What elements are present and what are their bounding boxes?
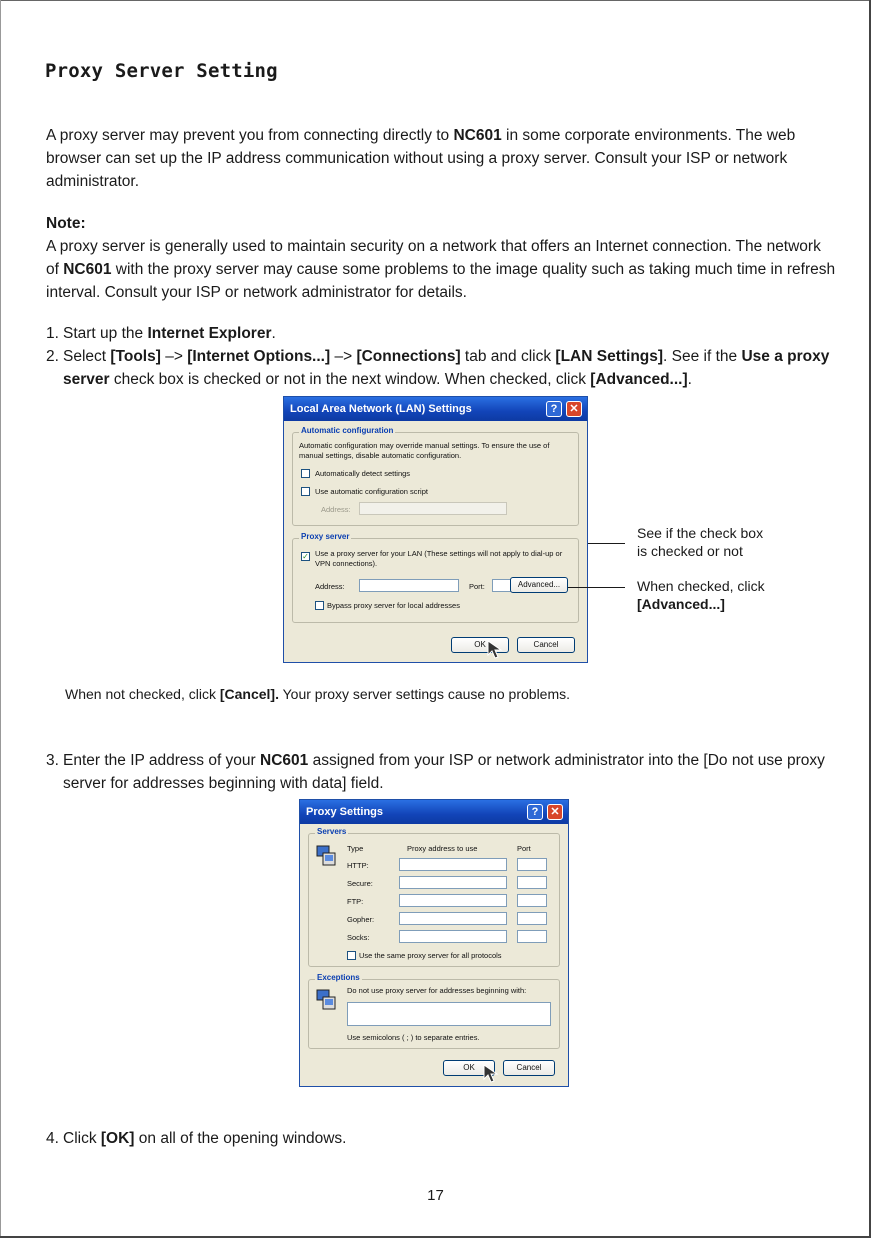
help-icon[interactable]: ? [527, 804, 543, 820]
mouse-cursor-icon [487, 640, 509, 662]
detect-settings-label: Automatically detect settings [315, 469, 411, 478]
same-proxy-checkbox[interactable] [347, 951, 356, 960]
type-column-header: Type [347, 844, 364, 853]
step-1: 1. Start up the Internet Explorer. [46, 325, 276, 342]
http-port-input[interactable] [517, 858, 547, 871]
mouse-cursor-icon [483, 1064, 505, 1086]
page-border-left [0, 0, 1, 1238]
bypass-local-checkbox[interactable] [315, 601, 324, 610]
secure-label: Secure: [347, 879, 373, 888]
proxy-address-input[interactable] [359, 579, 459, 592]
secure-address-input[interactable] [399, 876, 507, 889]
proxy-server-label: Proxy server [301, 532, 350, 541]
script-address-label: Address: [321, 505, 351, 514]
lan-dialog-title: Local Area Network (LAN) Settings [290, 403, 472, 415]
port-label: Port: [469, 582, 485, 591]
exceptions-label: Exceptions [317, 973, 360, 982]
page-title: Proxy Server Setting [45, 60, 278, 82]
http-label: HTTP: [347, 861, 369, 870]
semicolons-hint: Use semicolons ( ; ) to separate entries. [347, 1033, 480, 1042]
note-heading: Note: [46, 215, 86, 232]
close-icon[interactable]: ✕ [566, 401, 582, 417]
port-column-header: Port [517, 844, 531, 853]
proxy-dialog-titlebar [300, 800, 568, 824]
callout-checkbox [637, 524, 763, 560]
callout-advanced-line1: When checked, click [637, 578, 765, 594]
socks-label: Socks: [347, 933, 370, 942]
callout-line-advanced [568, 587, 625, 588]
port-input[interactable] [492, 579, 512, 592]
step-3: 3. Enter the IP address of your NC601 assigned from your ISP or network administrator into the [Do not use proxy server for addresses beginning with data] field. [46, 752, 825, 792]
servers-label: Servers [317, 827, 347, 836]
proxy-address-label: Address: [315, 582, 345, 591]
use-proxy-label: Use a proxy server for your LAN (These settings will not apply to dial-up or VPN connections). [315, 549, 563, 568]
use-proxy-checkbox[interactable]: ✓ [302, 552, 309, 561]
secure-port-input[interactable] [517, 876, 547, 889]
network-computer-icon [315, 844, 337, 868]
proxy-server-group [292, 532, 579, 623]
socks-port-input[interactable] [517, 930, 547, 943]
automatic-configuration-label: Automatic configuration [301, 426, 394, 435]
network-computer-icon [315, 988, 337, 1012]
page-number: 17 [427, 1187, 444, 1204]
automatic-configuration-group [292, 426, 579, 526]
gopher-port-input[interactable] [517, 912, 547, 925]
step-4: 4. Click [OK] on all of the opening windows. [46, 1130, 347, 1147]
callout-line-checkbox [588, 543, 625, 544]
socks-address-input[interactable] [399, 930, 507, 943]
callout-checkbox-line2: is checked or not [637, 543, 743, 559]
proxy-dialog-title: Proxy Settings [306, 806, 384, 818]
same-proxy-label: Use the same proxy server for all protocols [359, 951, 502, 960]
script-address-input[interactable] [359, 502, 507, 515]
automatic-configuration-description: Automatic configuration may override manual settings. To ensure the use of manual settings, disable automatic configuration. [299, 441, 550, 460]
servers-group [308, 827, 560, 967]
exceptions-group [308, 973, 560, 1049]
ftp-address-input[interactable] [399, 894, 507, 907]
http-address-input[interactable] [399, 858, 507, 871]
ok-button[interactable]: OK [443, 1060, 495, 1076]
step-2: 2. Select [Tools] –> [Internet Options...] –> [Connections] tab and click [LAN Settings]. See if the Use a proxy server check box is checked or not in the next window. When checked, click [Advanced...]. [46, 348, 830, 388]
auto-config-script-checkbox[interactable] [301, 487, 310, 496]
not-checked-note: When not checked, click [Cancel]. Your proxy server settings cause no problems. [65, 686, 571, 702]
callout-advanced [637, 577, 765, 613]
auto-config-script-label: Use automatic configuration script [315, 487, 428, 496]
bypass-local-label: Bypass proxy server for local addresses [327, 601, 460, 610]
ok-button[interactable]: OK [451, 637, 509, 653]
intro-paragraph: A proxy server may prevent you from connecting directly to NC601 in some corporate environments. The web browser can set up the IP address communication without using a proxy server. Consult your ISP or network administrator. [46, 127, 796, 190]
lan-settings-dialog [283, 396, 588, 663]
advanced-button[interactable]: Advanced... [510, 577, 568, 593]
help-icon[interactable]: ? [546, 401, 562, 417]
exceptions-input[interactable] [347, 1002, 551, 1026]
lan-dialog-titlebar [284, 397, 587, 421]
ftp-label: FTP: [347, 897, 364, 906]
detect-settings-checkbox[interactable] [301, 469, 310, 478]
note-paragraph: A proxy server is generally used to maintain security on a network that offers an Internet connection. The network of NC601 with the proxy server may cause some problems to the image quality such as taking much time in refresh interval. Consult your ISP or network administrator for details. [46, 238, 836, 301]
exceptions-description: Do not use proxy server for addresses beginning with: [347, 986, 527, 995]
close-icon[interactable]: ✕ [547, 804, 563, 820]
callout-advanced-line2: [Advanced...] [637, 596, 725, 612]
page-border-top [0, 0, 871, 1]
gopher-label: Gopher: [347, 915, 375, 924]
cancel-button[interactable]: Cancel [503, 1060, 555, 1076]
ftp-port-input[interactable] [517, 894, 547, 907]
callout-checkbox-line1: See if the check box [637, 525, 764, 541]
cancel-button[interactable]: Cancel [517, 637, 575, 653]
address-column-header: Proxy address to use [407, 844, 478, 853]
proxy-settings-dialog [299, 799, 569, 1087]
gopher-address-input[interactable] [399, 912, 507, 925]
